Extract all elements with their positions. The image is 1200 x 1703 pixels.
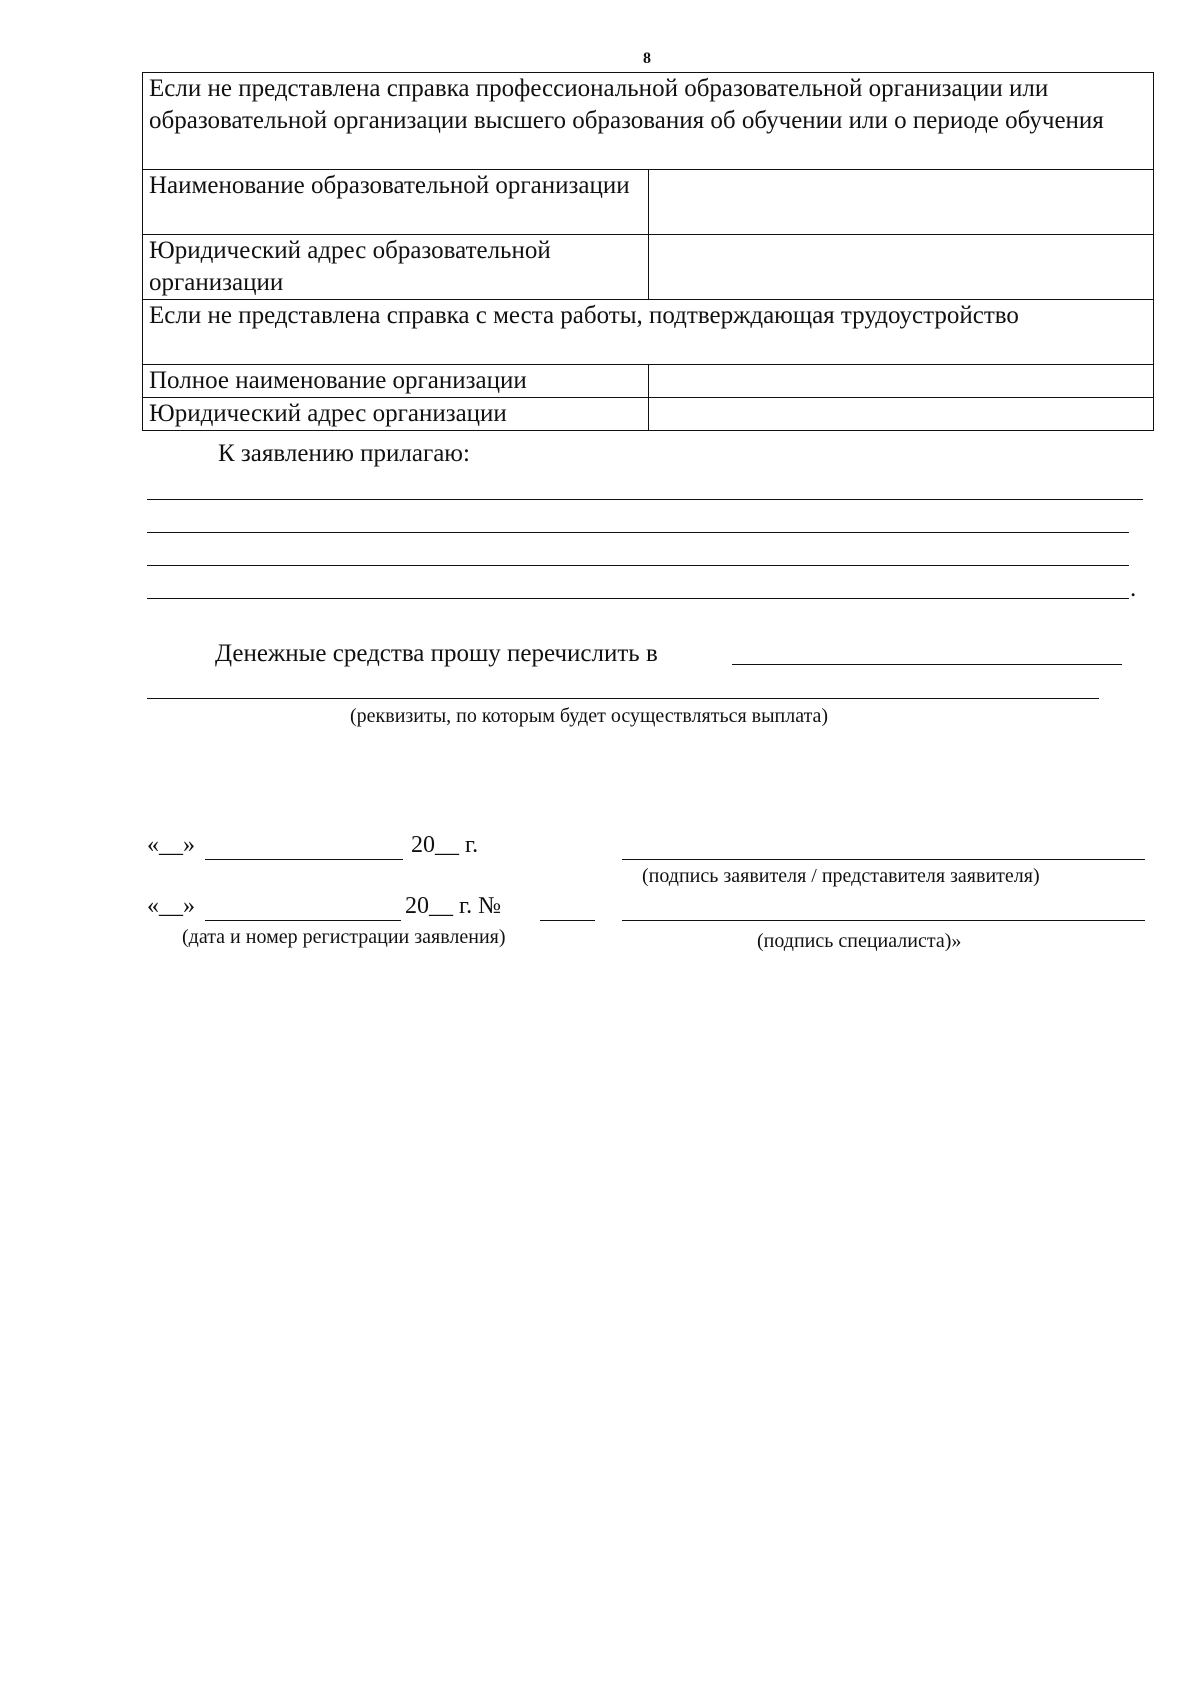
payment-caption: (реквизиты, по которым будет осуществляться выплата) (350, 705, 829, 727)
attachment-line-3[interactable] (147, 565, 1129, 566)
org-full-name-label: Полное наименование организации (143, 365, 649, 398)
info-table (142, 72, 1154, 431)
table-row (143, 300, 1154, 365)
specialist-signature-line[interactable] (622, 920, 1145, 921)
payment-details-line-2[interactable] (147, 698, 1099, 699)
edu-org-address-field[interactable] (648, 235, 1154, 300)
edu-org-address-label: Юридический адрес образовательной организации (143, 235, 649, 300)
table-row (143, 365, 1154, 398)
date2-month-line[interactable] (205, 920, 401, 921)
date2-day: «__» (147, 893, 195, 919)
page-number: 8 (643, 50, 651, 67)
org-full-name-field[interactable] (648, 365, 1154, 398)
table-row (143, 73, 1154, 170)
payment-text: Денежные средства прошу перечислить в (215, 640, 658, 667)
attachment-line-4[interactable] (147, 598, 1129, 599)
date1-year: 20__ г. (411, 832, 479, 858)
attachments-end-mark: . (1130, 575, 1137, 602)
table-row (143, 398, 1154, 431)
applicant-signature-line[interactable] (622, 859, 1145, 860)
org-address-field[interactable] (648, 398, 1154, 431)
date1-month-line[interactable] (205, 859, 403, 860)
attachments-title: К заявлению прилагаю: (218, 440, 470, 467)
org-address-label: Юридический адрес организации (143, 398, 649, 431)
attachment-line-2[interactable] (147, 532, 1129, 533)
payment-details-line-1[interactable] (732, 664, 1122, 665)
table-row (143, 235, 1154, 300)
section-education-header: Если не представлена справка профессиональной образовательной организации или образовательной организации высшего образования об обучении или о периоде обучения (143, 73, 1154, 170)
registration-number-line[interactable] (540, 920, 595, 921)
attachment-line-1[interactable] (147, 499, 1143, 500)
applicant-signature-caption: (подпись заявителя / представителя заявителя) (642, 865, 1040, 887)
date1-day: «__» (147, 832, 195, 858)
specialist-signature-caption: (подпись специалиста)» (757, 930, 962, 952)
date2-year-number: 20__ г. № (405, 893, 502, 919)
section-employment-header: Если не представлена справка с места работы, подтверждающая трудоустройство (143, 300, 1154, 365)
edu-org-name-field[interactable] (648, 170, 1154, 235)
table-row (143, 170, 1154, 235)
registration-caption: (дата и номер регистрации заявления) (182, 926, 506, 948)
edu-org-name-label: Наименование образовательной организации (143, 170, 649, 235)
